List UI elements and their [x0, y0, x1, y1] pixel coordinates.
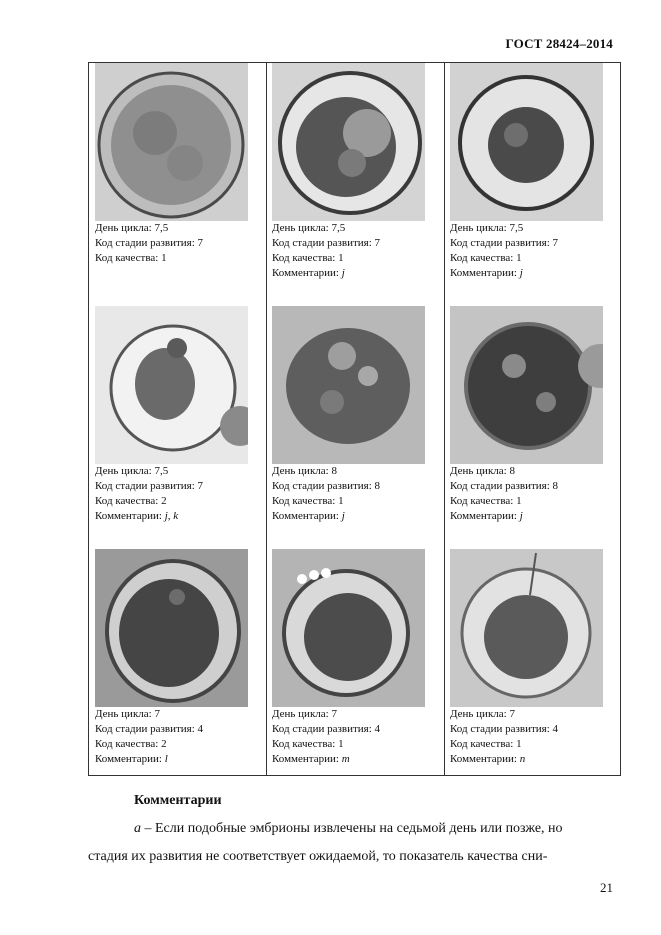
embryo-cell — [266, 63, 442, 299]
quality-line: Код качества: 2 — [95, 738, 167, 750]
stage-line: Код стадии развития: 7 — [272, 237, 381, 249]
quality-line: Код качества: 1 — [450, 252, 522, 264]
day-line: День цикла: 8 — [272, 465, 337, 477]
comments-line: Комментарии: j — [450, 510, 523, 522]
comments-line: Комментарии: l — [95, 753, 168, 765]
quality-line: Код качества: 1 — [450, 495, 522, 507]
quality-line: Код качества: 1 — [450, 738, 522, 750]
stage-line: Код стадии развития: 7 — [95, 237, 204, 249]
quality-line: Код качества: 2 — [95, 495, 167, 507]
stage-line: Код стадии развития: 4 — [272, 723, 381, 735]
embryo-cell — [89, 549, 265, 785]
day-line: День цикла: 7,5 — [95, 222, 169, 234]
embryo-photo — [272, 549, 425, 707]
embryo-cell — [266, 549, 442, 785]
comments-heading: Комментарии — [134, 793, 222, 808]
day-line: День цикла: 7 — [272, 708, 337, 720]
comment-paragraph-line-1: a – Если подобные эмбрионы извлечены на седьмой день или позже, но — [134, 821, 563, 836]
embryo-cell — [444, 306, 620, 542]
day-line: День цикла: 7,5 — [450, 222, 524, 234]
comments-line: Комментарии: j — [450, 267, 523, 279]
day-line: День цикла: 7 — [95, 708, 160, 720]
comments-line: Комментарии: j, k — [95, 510, 179, 522]
embryo-photo — [95, 63, 248, 221]
stage-line: Код стадии развития: 4 — [450, 723, 559, 735]
quality-line: Код качества: 1 — [272, 252, 344, 264]
standard-header: ГОСТ 28424–2014 — [505, 36, 613, 51]
embryo-photo — [95, 306, 248, 464]
embryo-photo — [450, 63, 603, 221]
embryo-grid — [88, 62, 621, 776]
day-line: День цикла: 7,5 — [95, 465, 169, 477]
quality-line: Код качества: 1 — [95, 252, 167, 264]
stage-line: Код стадии развития: 4 — [95, 723, 204, 735]
quality-line: Код качества: 1 — [272, 738, 344, 750]
stage-line: Код стадии развития: 7 — [450, 237, 559, 249]
embryo-photo — [450, 549, 603, 707]
comments-line: Комментарии: j — [272, 267, 345, 279]
embryo-cell — [89, 63, 265, 299]
comments-line: Комментарии: j — [272, 510, 345, 522]
embryo-photo — [272, 63, 425, 221]
stage-line: Код стадии развития: 7 — [95, 480, 204, 492]
stage-line: Код стадии развития: 8 — [272, 480, 381, 492]
embryo-photo — [95, 549, 248, 707]
day-line: День цикла: 7 — [450, 708, 515, 720]
embryo-photo — [450, 306, 603, 464]
quality-line: Код качества: 1 — [272, 495, 344, 507]
embryo-cell — [89, 306, 265, 542]
embryo-cell — [444, 63, 620, 299]
embryo-photo — [272, 306, 425, 464]
stage-line: Код стадии развития: 8 — [450, 480, 559, 492]
comment-paragraph-line-2: стадия их развития не соответствует ожидаемой, то показатель качества сни- — [88, 849, 548, 864]
comments-line: Комментарии: n — [450, 753, 526, 765]
embryo-cell — [266, 306, 442, 542]
day-line: День цикла: 8 — [450, 465, 515, 477]
comments-line: Комментарии: m — [272, 753, 350, 765]
embryo-cell — [444, 549, 620, 785]
page-number: 21 — [600, 880, 613, 895]
day-line: День цикла: 7,5 — [272, 222, 346, 234]
